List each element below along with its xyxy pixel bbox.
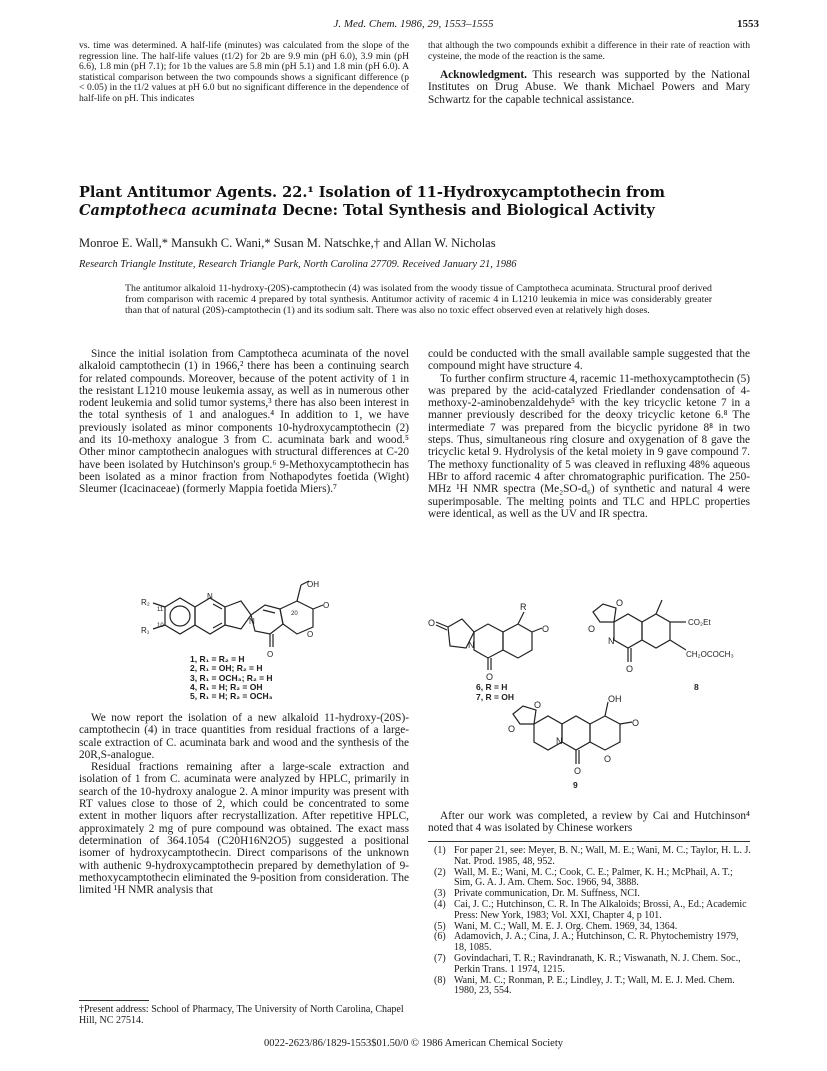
ketal-oxygen-bottom: O (508, 724, 516, 734)
author-list: Monroe E. Wall,* Mansukh C. Wani,* Susan M. Natschke,† and Allan W. Nicholas (79, 236, 496, 250)
paragraph-synthesis: To further confirm structure 4, racemic 11-methoxycamptothecin (5) was prepared by the acid-catalyzed Friedlander condensation of 4-methoxy-2-aminobenzaldehyde⁵ with the key tricyclic ketone 7 in a manner previously described for the deoxy tricyclic ketone 6.⁸ The intermediate 7 was prepared from the bicyclic pyridone 8⁸ in two steps. Thus, simultaneous ring closure and oxygenation of 8 gave the tricyclic ketal 9. Hydrolysis of the ketal moiety in 9 gave compound 7. The methoxy functionality of 5 was cleaved in refluxing 48% aqueous HBr to afford racemic 4 after chromatographic purification. The 250-MHz ¹H NMR spectra (Me₂SO-d₆) of synthetic and natural 4 were superimposable. The melting points and TLC and HPLC properties were identical, as well as the UV and IR spectra. (428, 372, 750, 520)
lactone-carbonyl-9: O (632, 718, 640, 728)
previous-article-right (428, 41, 750, 106)
pyridone-nitrogen: N (249, 617, 255, 626)
acetoxymethyl-label: CH₂OCOCH₃ (686, 650, 734, 659)
caption-6: 6, R = H (476, 682, 508, 692)
right-column-continued (428, 810, 750, 835)
compound-2: 2, R₁ = OH; R₂ = H (190, 663, 263, 674)
paragraph-review: After our work was completed, a review by Cai and Hutchinson⁴ noted that 4 was isolated by Chinese workers (428, 810, 750, 835)
affiliation: Research Triangle Institute, Research Triangle Park, North Carolina 27709. Received January 21, 1986 (79, 259, 517, 270)
compound-3: 3, R₁ = OCH₃; R₂ = H (190, 672, 273, 683)
copyright-line: 0022-2623/86/1829-1553$01.50/0 © 1986 American Chemical Society (263, 1038, 564, 1049)
position-20-label: 20 (291, 611, 298, 617)
ring-nitrogen-8: N (608, 636, 615, 646)
title-line-1: Plant Antitumor Agents. 22.¹ Isolation of 11-Hydroxycamptothecin from (79, 184, 665, 201)
reference-item: (5) Wani, M. C.; Wall, M. E. J. Org. Chem. 1969, 34, 1364. (434, 920, 678, 932)
paragraph-report: We now report the isolation of a new alkaloid 11-hydroxy-(20S)-camptothecin (4) in trace quantities from residual fractions of a large-scale extraction of C. acuminata bark and wood and the synthesis of the 20R,S-analogue. (79, 712, 409, 761)
references-rule (428, 841, 750, 842)
caption-8: 8 (694, 682, 699, 692)
ketal-oxygen-top: O (534, 700, 542, 710)
dioxolane-oxygen-bottom: O (588, 624, 596, 634)
previous-article-text: vs. time was determined. A half-life (minutes) was calculated from the slope of the regression line. The half-life values (t1/2) for 2b are 9.9 min (pH 6.0), 3.9 min (pH 6.6), 1.8 min (pH 7.1); for 1b the values are 5.8 min (pH 5.1) and 1.8 min (pH 6.0). A statistical comparison between the two compounds shows a significant difference (p < 0.05) in the t1/2 values at pH 6.0 but no significant difference in the dependence of half-life on pH. This indicates (79, 40, 409, 104)
lactone-oxygen-9: O (604, 754, 612, 764)
ring-nitrogen-6: N (468, 640, 475, 650)
carbonyl-oxygen-6: O (486, 672, 494, 682)
reference-item: (4) Cai, J. C.; Hutchinson, C. R. In The Alkaloids; Brossi, A., Ed.; Academic Press: New York, 1983; Vol. XXI, Chapter 4, p 101. (434, 898, 747, 921)
previous-article-conclusion: that although the two compounds exhibit a difference in their rate of reaction with cysteine, the mode of the reaction is the same. (428, 40, 750, 62)
reference-item: (1) For paper 21, see: Meyer, B. N.; Wall, M. E.; Wani, M. C.; Taylor, H. L. J. Nat. Prod. 1985, 48, 952. (434, 845, 751, 867)
footnote: †Present address: School of Pharmacy, The University of North Carolina, Chapel Hill, NC 27514. (79, 1004, 404, 1026)
title-rest: Decne: Total Synthesis and Biological Activity (277, 202, 655, 219)
reference-item: (3) Private communication, Dr. M. Suffness, NCI. (434, 888, 640, 900)
compound-4: 4, R₁ = H; R₂ = OH (190, 681, 263, 692)
reference-item: (8) Wani, M. C.; Ronman, P. E.; Lindley, J. T.; Wall, M. E. J. Med. Chem. 1980, 23, 554. (434, 974, 735, 997)
page-number: 1553 (737, 18, 759, 30)
lactone-oxygen: O (307, 630, 314, 639)
paragraph-nmr: could be conducted with the small available sample suggested that the compound might have structure 4. (428, 348, 750, 373)
compound-5: 5, R₁ = H; R₂ = OCH₃ (190, 691, 273, 702)
reference-item: (6) Adamovich, J. A.; Cina, J. A.; Hutchinson, C. R. Phytochemistry 1979, 18, 1085. (434, 931, 739, 954)
camptothecin-structure (141, 577, 345, 702)
reference-item: (7) Govindachari, T. R.; Ravindranath, K. R.; Viswanath, N. J. Chem. Soc., Perkin Trans. 1 1974, 1215. (434, 952, 741, 975)
paragraph-isolation: Residual fractions remaining after a large-scale extraction and isolation of 1 from C. acuminata were analyzed by HPLC, primarily in search of the 10-hydroxy analogue 2. A minor impurity was present with RT values close to those of 2, which could be concentrated to some extent in mother liquors after recrystallization. After repetitive HPLC, approximately 2 mg of pure compound was obtained. The exact mass determination of 364.1054 (C20H16N2O5) suggested a positional isomer of hydroxycamptothecin. Direct comparisons of the unknown with authenic 9-hydroxycamptothecin prepared by demethylation of 9-methoxycamptothecin eliminated the 9-position from consideration. The limited ¹H NMR analysis that (79, 761, 409, 897)
position-10-label: 10 (157, 623, 164, 629)
title-species: Camptotheca acuminata (79, 202, 278, 219)
acknowledgment-heading: Acknowledgment. (440, 69, 527, 81)
compound-list (190, 655, 273, 701)
carbonyl-oxygen: O (323, 601, 330, 610)
compound-1: 1, R₁ = R₂ = H (190, 654, 245, 664)
lactone-ring-oxygen: O (542, 624, 550, 634)
hydroxyl-label-9: OH (608, 694, 622, 704)
synthesis-structures (428, 592, 750, 807)
title-line-2 (79, 202, 759, 220)
carbonyl-oxygen-8: O (626, 664, 634, 674)
acknowledgment-text: This research was supported by the National Institutes on Drug Abuse. We thank Michael Powers and Mary Schwartz for the capable technical assistance. (428, 69, 750, 106)
position-11-label: 11 (157, 607, 164, 613)
dioxolane-oxygen-top: O (616, 598, 624, 608)
reference-item: (2) Wall, M. E.; Wani, M. C.; Cook, C. E.; Palmer, K. H.; McPhail, A. T.; Sim, G. A. J. Am. Chem. Soc. 1966, 94, 3888. (434, 866, 733, 889)
left-column-continued (79, 712, 409, 896)
ester-label: CO₂Et (688, 618, 711, 627)
journal-citation: J. Med. Chem. 1986, 29, 1553–1555 (333, 18, 494, 30)
r1-label: R₁ (141, 626, 150, 635)
right-column (428, 348, 750, 520)
ketone-oxygen: O (428, 618, 436, 628)
quinoline-nitrogen: N (207, 592, 213, 601)
previous-article-left (79, 41, 409, 104)
abstract: The antitumor alkaloid 11-hydroxy-(20S)-camptothecin (4) was isolated from the woody tissue of Camptotheca acuminata. Structural proof derived from comparison with racemic 4 prepared by total synthesis. Antitumor activity of racemic 4 in L1210 leukemia in mice was considerably greater than that of natural (20S)-camptothecin (1) and its sodium salt. There was also no toxic effect observed even at relatively high doses. (125, 283, 712, 316)
hydroxyl-label: OH (307, 580, 319, 589)
left-column (79, 348, 409, 496)
footnote-rule (79, 1000, 149, 1001)
pyridone-oxygen: O (267, 650, 274, 659)
r-substituent-label: R (520, 602, 527, 612)
references (434, 846, 752, 997)
running-header (0, 18, 827, 34)
r2-label: R₂ (141, 598, 150, 607)
acknowledgment (428, 69, 750, 106)
ring-nitrogen-9: N (556, 736, 563, 746)
carbonyl-oxygen-9: O (574, 766, 582, 776)
caption-9: 9 (573, 780, 578, 790)
paragraph-intro: Since the initial isolation from Camptotheca acuminata of the novel alkaloid camptothecin (1) in 1966,² there has been a continuing search for related compounds. Moreover, because of the potent activity of 1 in the resistant L1210 mouse leukemia assay, as well as in numerous other rodent leukemia and solid tumor systems,³ there has also been interest in the total synthesis of 1 and analogues.⁴ In addition to 1, we have previously isolated as minor components 10-hydroxycamptothecin (2) and its 10-methoxy analogue 3 from C. acuminata bark and wood.⁵ Other minor camptothecin analogues with structural differences at C-20 have been isolated by Hutchinson's group.⁶ 9-Methoxycamptothecin has been isolated as a minor fraction from Nothapodytes foetida (Wight) Sleumer (Icacinaceae) (formerly Mappia foetida Miers).⁷ (79, 348, 409, 496)
intermediate-structures (428, 592, 750, 807)
article-title (79, 184, 759, 220)
caption-7: 7, R = OH (476, 692, 515, 702)
